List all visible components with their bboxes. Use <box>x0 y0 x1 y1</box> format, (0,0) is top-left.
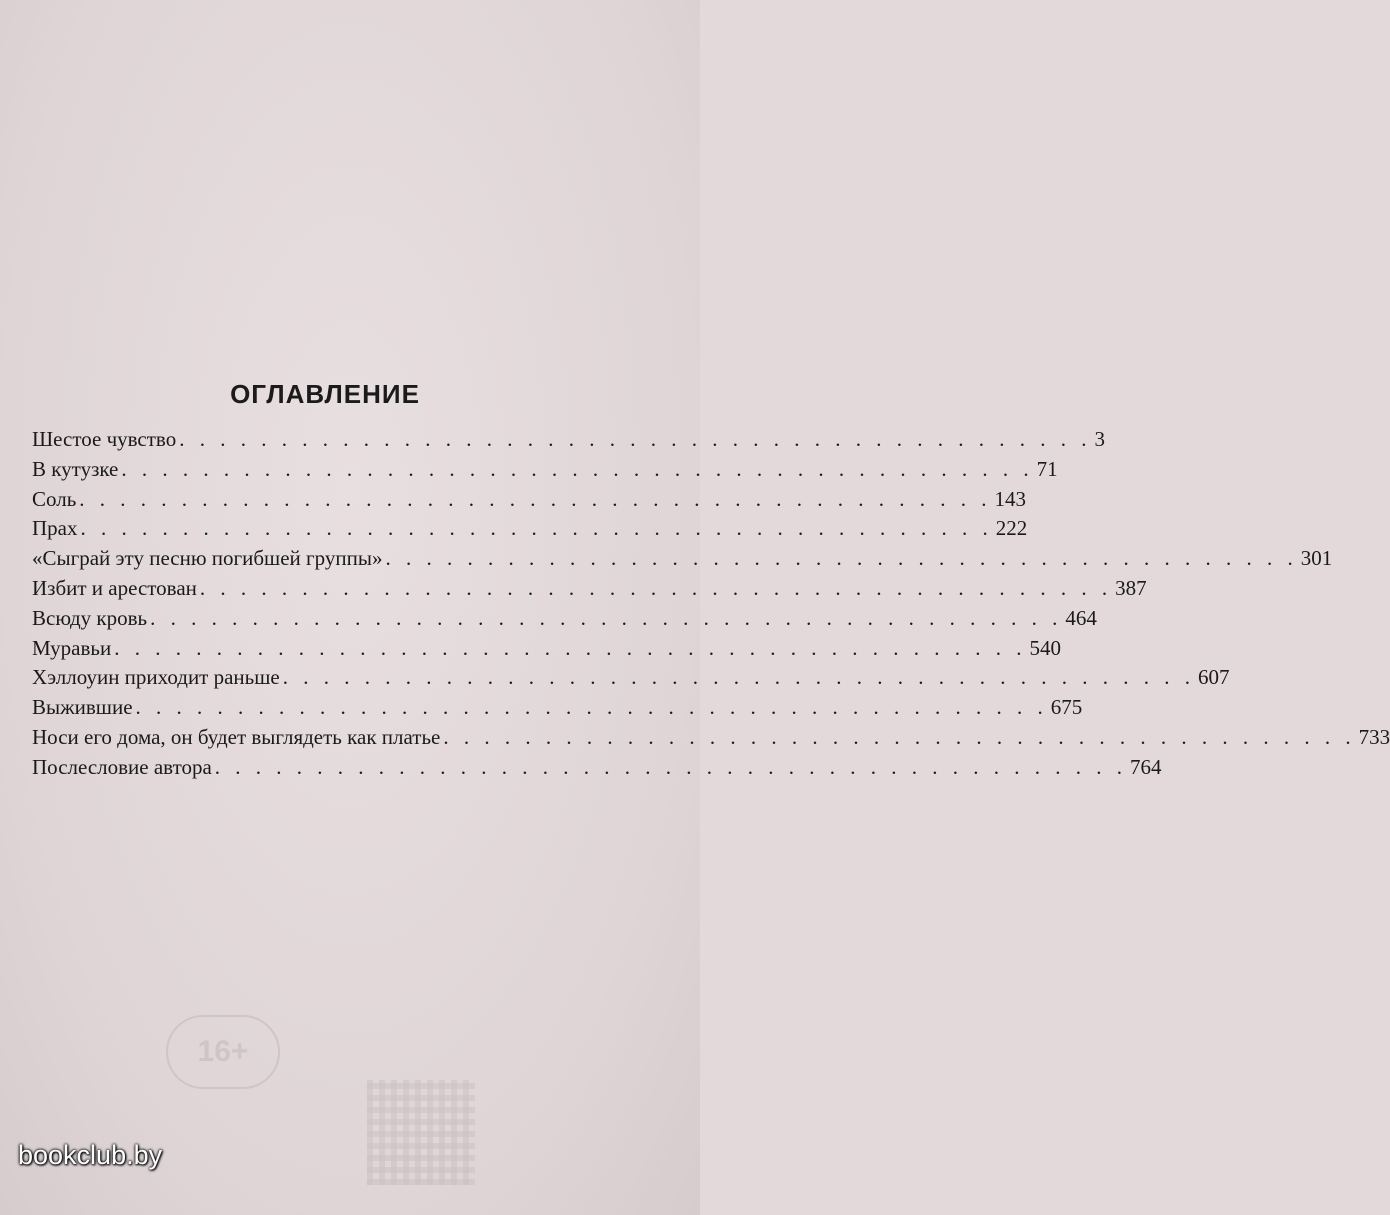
bleed-through-line <box>0 104 700 123</box>
bleed-through-line <box>0 123 700 142</box>
toc-entry-page: 222 <box>995 516 1028 541</box>
toc-leader: . . . . . . . . . . . . . . . . . . . . . . . . . . . . . . . . . . . . . . . . . . . . . <box>114 635 1027 660</box>
toc-entry-page: 607 <box>1197 665 1230 690</box>
toc-entry-title: Послесловие автора <box>32 754 212 779</box>
toc-entry-title: Всюду кровь <box>32 605 148 630</box>
toc-leader: . . . . . . . . . . . . . . . . . . . . . . . . . . . . . . . . . . . . . . . . . . . . . <box>199 575 1113 600</box>
bleed-through-line <box>0 142 700 161</box>
qr-code-bleed <box>367 1080 475 1185</box>
toc-entry-title: Соль <box>32 486 77 511</box>
toc-entry <box>32 514 1028 544</box>
toc-leader: . . . . . . . . . . . . . . . . . . . . . . . . . . . . . . . . . . . . . . . . . . . . . <box>135 695 1048 720</box>
toc-entry-title: Муравьи <box>32 635 112 660</box>
toc-entry-page: 464 <box>1065 605 1097 630</box>
toc-entry-page: 301 <box>1300 546 1333 571</box>
toc-entry-page: 733 <box>1358 724 1390 749</box>
toc-entry <box>32 455 1058 485</box>
toc-entry-page: 387 <box>1115 575 1147 600</box>
bleed-through-line <box>0 161 700 180</box>
toc-leader: . . . . . . . . . . . . . . . . . . . . . . . . . . . . . . . . . . . . . . . . . . . . . <box>79 486 992 511</box>
toc-entry-page: 675 <box>1050 695 1083 720</box>
toc-entry-title: Шестое чувство <box>32 427 177 451</box>
toc-entry-title: Носи его дома, он будет выглядеть как платье <box>32 724 441 749</box>
toc-entry-title: Хэллоуин приходит раньше <box>32 665 280 690</box>
toc-entry <box>32 723 1390 753</box>
age-rating-badge: 16+ <box>166 1015 280 1089</box>
toc-entry-title: Прах <box>32 516 78 541</box>
toc-leader: . . . . . . . . . . . . . . . . . . . . . . . . . . . . . . . . . . . . . . . . . . . . . <box>150 605 1063 630</box>
site-watermark: bookclub.by <box>18 1140 163 1170</box>
toc-entry-page: 143 <box>994 486 1027 511</box>
toc-entry-page: 540 <box>1029 635 1061 660</box>
toc-entry <box>32 634 1061 664</box>
toc-entry-title: Избит и арестован <box>32 575 197 600</box>
bleed-through-block <box>0 85 700 180</box>
toc-entry <box>32 753 1162 783</box>
toc-leader: . . . . . . . . . . . . . . . . . . . . . . . . . . . . . . . . . . . . . . . . . . . . . <box>282 665 1195 690</box>
toc-entry <box>32 663 1230 693</box>
toc-entry-title: Выжившие <box>32 695 133 720</box>
toc-leader: . . . . . . . . . . . . . . . . . . . . . . . . . . . . . . . . . . . . . . . . . . . . . <box>385 546 1298 571</box>
toc-entry <box>32 425 1105 455</box>
toc-entry <box>32 604 1097 634</box>
toc-leader: . . . . . . . . . . . . . . . . . . . . . . . . . . . . . . . . . . . . . . . . . . . . . <box>80 516 993 541</box>
toc-entry <box>32 544 1333 574</box>
toc-leader: . . . . . . . . . . . . . . . . . . . . . . . . . . . . . . . . . . . . . . . . . . . . . <box>121 456 1034 481</box>
toc-entry-page: 3 <box>1094 427 1105 451</box>
toc-leader: . . . . . . . . . . . . . . . . . . . . . . . . . . . . . . . . . . . . . . . . . . . . . <box>214 754 1128 779</box>
page-title: ОГЛАВЛЕНИЕ <box>230 379 420 410</box>
toc-leader: . . . . . . . . . . . . . . . . . . . . . . . . . . . . . . . . . . . . . . . . . . . . . <box>179 427 1092 451</box>
toc-entry-page: 764 <box>1130 754 1162 779</box>
toc-leader: . . . . . . . . . . . . . . . . . . . . . . . . . . . . . . . . . . . . . . . . . . . . . <box>443 724 1356 749</box>
toc-entry <box>32 485 1027 515</box>
toc-entry-page: 71 <box>1036 456 1058 481</box>
bleed-through-line <box>0 85 700 104</box>
toc-entry <box>32 574 1147 604</box>
toc-entry-title: В кутузке <box>32 456 119 481</box>
toc-entry <box>32 693 1083 723</box>
toc-entry-title: «Сыграй эту песню погибшей группы» <box>32 546 383 571</box>
table-of-contents <box>32 425 1390 783</box>
